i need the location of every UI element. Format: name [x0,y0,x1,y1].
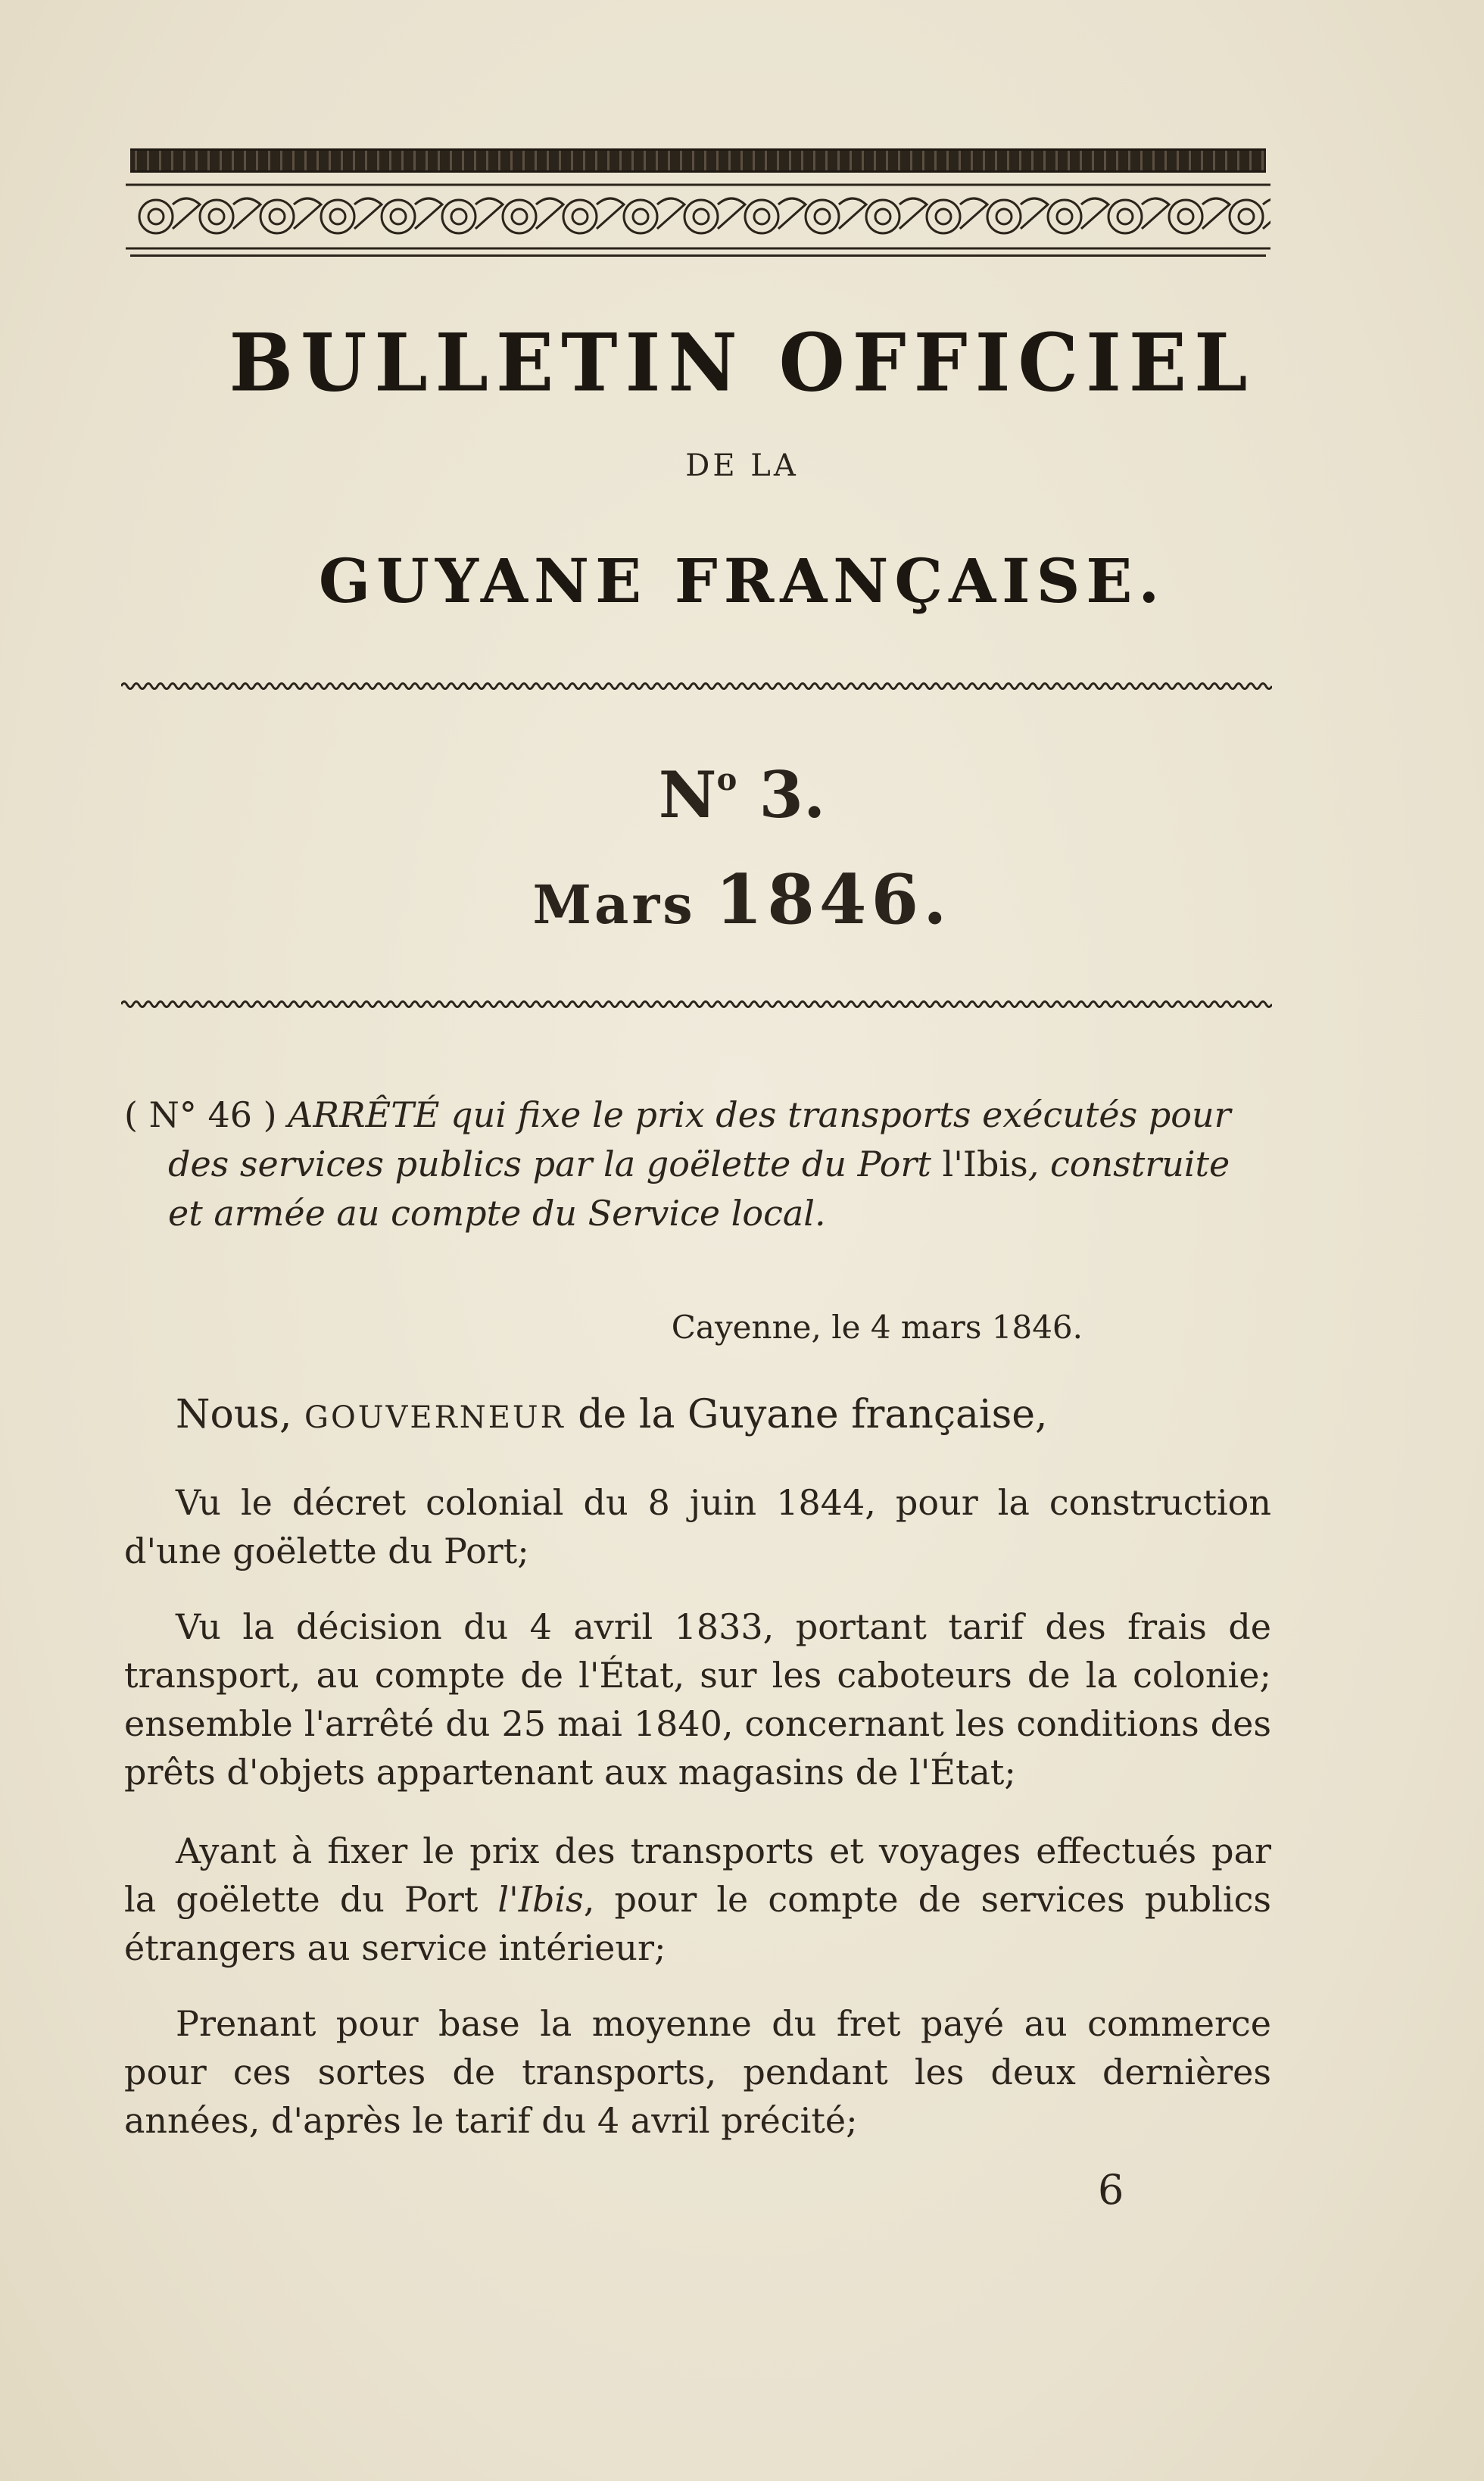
issue-month: Mars [532,873,696,936]
issue-year: 1846. [715,860,952,940]
issue-number [0,757,1484,832]
wavy-rule-top [121,679,1272,694]
issue-number-prefix: N [658,757,717,832]
arrete-text-a: ARRÊTÉ qui fixe le prix des transports exécutés pour des services publics par la goëlette du Port [168,1094,1231,1184]
arrete-ship: l'Ibis [942,1144,1028,1184]
p3-text-b: , pour le compte de services publics étrangers au service intérieur; [124,1879,1272,1968]
bulletin-title: BULLETIN OFFICIEL [229,316,1255,410]
issue-date [0,860,1484,940]
paragraph-prenant: Prenant pour base la moyenne du fret payé au commerce pour ces sortes de transports, pendant les deux dernières années, d'après le tarif du 4 avril précité; [124,2003,1271,2141]
top-decorative-bar [130,148,1266,173]
paragraph-ayant [124,1827,1271,1972]
arrete-heading [124,1091,1271,1238]
p3-ship: l'Ibis [497,1879,584,1920]
preamble-nous [176,1392,1048,1437]
arrete-text-b: , construite et armée au compte du Service local. [168,1144,1230,1234]
issue-number-sup: o [716,762,737,797]
gouverneur-title: GOUVERNEUR [304,1400,566,1435]
dateline: Cayenne, le 4 mars 1846. [671,1309,1083,1346]
p3-text-a: Ayant à fixer le prix des transports et voyages effectués par la goëlette du Port [124,1830,1271,1920]
wavy-rule-bottom [121,997,1272,1012]
paragraph-decision: Vu la décision du 4 avril 1833, portant tarif des frais de transport, au compte de l'État, sur les caboteurs de la colonie; ensemble l'arrêté du 25 mai 1840, concernant les conditions des prêts d'objets appartenant aux magasins de l'État; [124,1606,1271,1793]
issue-number-value: 3. [737,757,826,832]
colony-title: GUYANE FRANÇAISE. [318,545,1166,616]
paragraph-decret: Vu le décret colonial du 8 juin 1844, pour la construction d'une goëlette du Port; [124,1482,1271,1571]
page-folio: 6 [1098,2166,1124,2214]
ornamental-border [126,182,1270,251]
preamble-rest: de la Guyane française, [578,1392,1048,1437]
nous-word: Nous, [176,1392,292,1437]
ornament-underline [130,254,1266,257]
title-de-la: DE LA [685,448,799,483]
arrete-number: ( N° 46 ) [124,1094,277,1135]
